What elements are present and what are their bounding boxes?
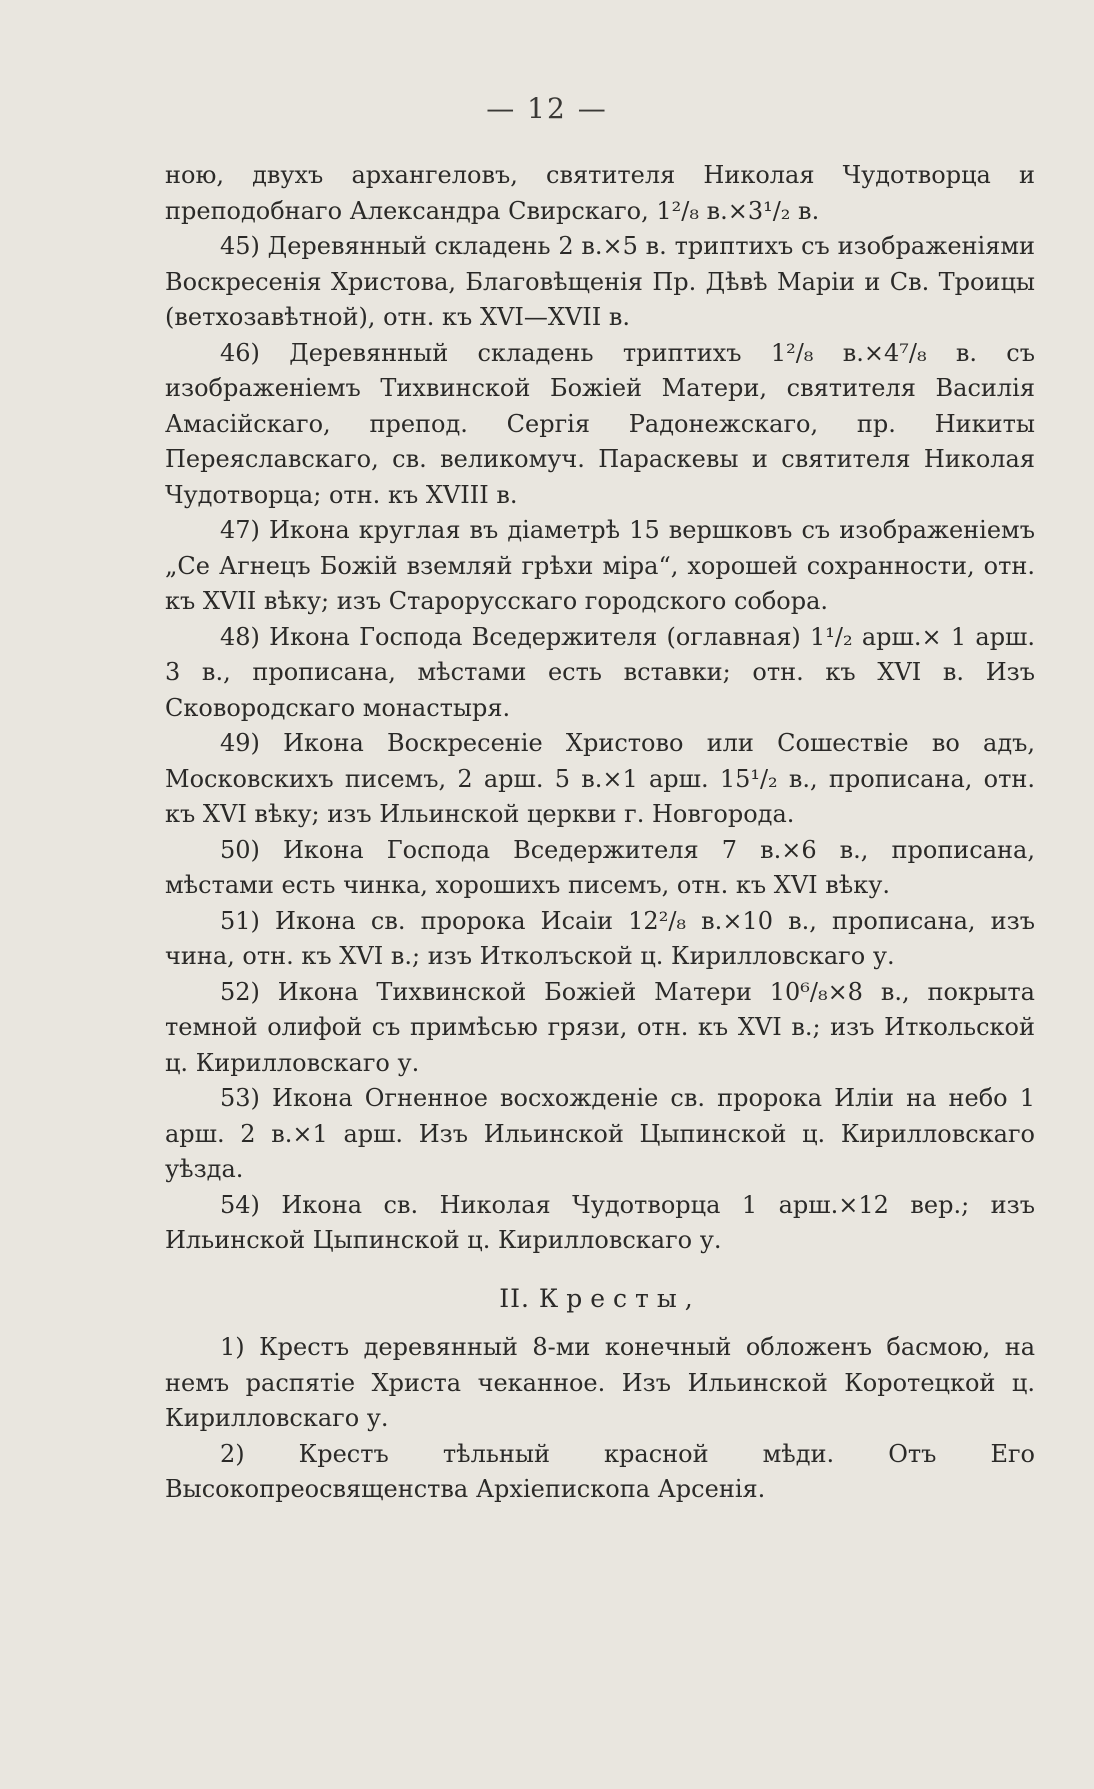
item-54: 54) Икона св. Николая Чудотворца 1 арш.×12 вер.; изъ Ильинской Цыпинской ц. Кирилловскаго у. [165,1190,1035,1254]
cross-item-1: 1) Крестъ деревянный 8-ми конечный обложенъ басмою, на немъ распятіе Христа чеканное. Изъ Ильинской Коротецкой ц. Кирилловскаго у. [165,1333,1035,1432]
cross-item-2: 2) Крестъ тѣльный красной мѣди. Отъ Его Высокопреосвященства Архіепископа Арсенія. [165,1439,1035,1503]
paragraph-continuation: ною, двухъ архангеловъ, святителя Николая Чудотворца и преподобнаго Александра Свирскаго, 1²/₈ в.×3¹/₂ в. [165,161,1035,225]
section-title: Кресты, [538,1283,701,1313]
item-51: 51) Икона св. пророка Исаіи 12²/₈ в.×10 в., прописана, изъ чина, отн. къ XVI в.; изъ Итколъской ц. Кирилловскаго у. [165,906,1035,970]
page-number: — 12 — [486,92,608,125]
item-45: 45) Деревянный складень 2 в.×5 в. триптихъ съ изображеніями Воскресенія Христова, Благовѣщенія Пр. Дѣвѣ Маріи и Св. Троицы (ветхозавѣтной), отн. къ XVI—XVII в. [165,232,1035,331]
page-body [165,158,1035,1508]
section-heading [165,1281,1035,1317]
item-50: 50) Икона Господа Вседержителя 7 в.×6 в., прописана, мѣстами есть чинка, хорошихъ писемъ, отн. къ XVI вѣку. [165,835,1035,899]
section-numeral: II. [499,1283,530,1313]
item-47: 47) Икона круглая въ діаметрѣ 15 вершковъ съ изображеніемъ „Се Агнецъ Божій вземляй грѣхи міра“, хорошей сохранности, отн. къ XVII вѣку; изъ Старорусскаго городского собора. [165,516,1035,615]
item-52: 52) Икона Тихвинской Божіей Матери 10⁶/₈×8 в., покрыта темной олифой съ примѣсью грязи, отн. къ XVI в.; изъ Иткольской ц. Кирилловскаго у. [165,977,1035,1077]
item-53: 53) Икона Огненное восхожденіе св. пророка Иліи на небо 1 арш. 2 в.×1 арш. Изъ Ильинской Цыпинской ц. Кирилловскаго уѣзда. [165,1084,1035,1183]
item-46: 46) Деревянный складень триптихъ 1²/₈ в.×4⁷/₈ в. съ изображеніемъ Тихвинской Божіей Матери, святителя Василія Амасійскаго, препод. Сергія Радонежскаго, пр. Никиты Переяславскаго, св. великомуч. Параскевы и святителя Николая Чудотворца; отн. къ XVIII в. [165,338,1035,509]
item-48: 48) Икона Господа Вседержителя (оглавная) 1¹/₂ арш.× 1 арш. 3 в., прописана, мѣстами есть вставки; отн. къ XVI в. Изъ Сковородскаго монастыря. [165,622,1035,722]
item-49: 49) Икона Воскресеніе Христово или Сошествіе во адъ, Московскихъ писемъ, 2 арш. 5 в.×1 арш. 15¹/₂ в., прописана, отн. къ XVI вѣку; изъ Ильинской церкви г. Новгорода. [165,729,1035,828]
